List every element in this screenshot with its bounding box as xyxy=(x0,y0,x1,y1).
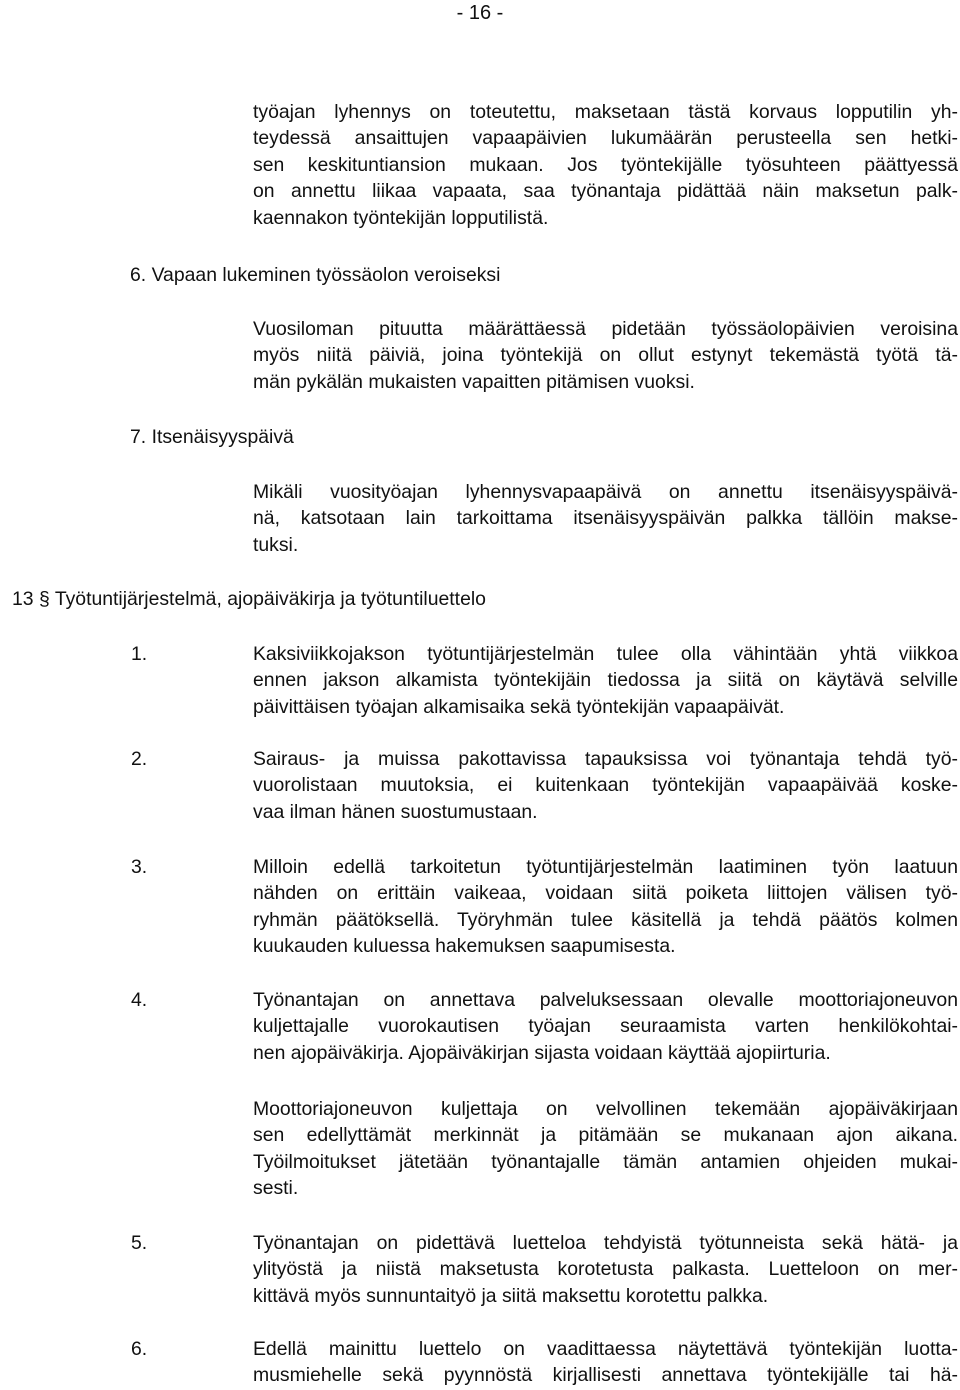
text-line: ylityöstä ja niistä maksetusta korotetusta palkasta. Luetteloon on mer- xyxy=(253,1258,958,1281)
text-line: sen keskituntiansion mukaan. Jos työntekijälle työsuhteen päättyessä xyxy=(253,153,958,176)
item-5-paragraph xyxy=(253,1230,958,1309)
text-line: päivittäisen työajan alkamisaika sekä työntekijän vapaapäivät. xyxy=(253,695,785,718)
subsection-6-paragraph xyxy=(253,316,958,395)
text-line: Mikäli vuosityöajan lyhennysvapaapäivä on annettu itsenäisyyspäivä- xyxy=(253,481,958,503)
item-number: 6. xyxy=(131,1338,148,1360)
text-line: ryhmän päätöksellä. Työryhmän tulee käsitellä ja tehdä päätös kolmen xyxy=(253,908,958,931)
text-line: sen edellyttämät merkinnät ja pitämään se mukanaan ajon aikana. xyxy=(253,1124,958,1147)
item-number: 2. xyxy=(131,748,148,770)
text-line: män pykälän mukaisten vapaitten pitämisen vuoksi. xyxy=(253,370,695,393)
text-line: vaa ilman hänen suostumustaan. xyxy=(253,800,538,823)
subsection-title: Vapaan lukeminen työssäolon veroiseksi xyxy=(151,264,501,286)
item-number: 5. xyxy=(131,1232,148,1254)
item-4-paragraph xyxy=(253,987,958,1066)
section-number: 13 xyxy=(12,588,34,610)
text-line: nen ajopäiväkirja. Ajopäiväkirjan sijasta voidaan käyttää ajopiirturia. xyxy=(253,1041,831,1064)
text-line: nä, katsotaan lain tarkoittama itsenäisyyspäivän palkka tällöin makse- xyxy=(253,507,958,530)
text-line: Sairaus- ja muissa pakottavissa tapauksissa voi työnantaja tehdä työ- xyxy=(253,748,958,770)
text-line: Kaksiviikkojakson työtuntijärjestelmän tulee olla vähintään yhtä viikkoa xyxy=(253,643,958,665)
item-4-extra-paragraph xyxy=(253,1096,958,1202)
item-number: 1. xyxy=(131,643,148,665)
text-line: työajan lyhennys on toteutettu, maksetaan tästä korvaus lopputilin yh- xyxy=(253,101,958,123)
text-line: nähden on erittäin vaikeaa, voidaan siitä poiketa liittojen välisen työ- xyxy=(253,882,958,905)
subsection-number: 6. xyxy=(130,264,147,286)
text-line: kaennakon työntekijän lopputilistä. xyxy=(253,206,549,229)
subsection-heading-6 xyxy=(130,262,500,288)
intro-paragraph xyxy=(253,99,958,231)
subsection-number: 7. xyxy=(130,426,147,448)
text-line: Työnantajan on pidettävä luetteloa tehdyistä työtunneista sekä hätä- ja xyxy=(253,1232,958,1254)
text-line: kuukauden kuluessa hakemuksen saapumisesta. xyxy=(253,935,676,958)
text-line: Työilmoitukset jätetään työnantajalle tämän antamien ohjeiden mukai- xyxy=(253,1150,958,1173)
text-line: teydessä ansaittujen vapaapäivien lukumäärän perusteella sen hetki- xyxy=(253,127,958,150)
section-title-text: Työtuntijärjestelmä, ajopäiväkirja ja työtuntiluettelo xyxy=(54,588,486,610)
item-number: 3. xyxy=(131,856,148,878)
item-6-paragraph xyxy=(253,1336,958,1389)
text-line: on annettu liikaa vapaata, saa työnantaja pidättää näin maksetun palk- xyxy=(253,180,958,203)
item-2-paragraph xyxy=(253,746,958,825)
text-line: myös niitä päiviä, joina työntekijä on ollut estynyt tekemästä työtä tä- xyxy=(253,344,958,367)
text-line: vuorolistaan muutoksia, ei kuitenkaan työntekijän vapaapäivää koske- xyxy=(253,774,958,797)
text-line: Moottoriajoneuvon kuljettaja on velvollinen tekemään ajopäiväkirjaan xyxy=(253,1098,958,1120)
subsection-title: Itsenäisyyspäivä xyxy=(151,426,294,448)
text-line: sesti. xyxy=(253,1177,299,1200)
text-line: musmiehelle sekä pyynnöstä kirjallisesti annettava työntekijälle tai hä- xyxy=(253,1364,958,1387)
section-title xyxy=(12,586,486,612)
subsection-7-paragraph xyxy=(253,479,958,558)
text-line: tuksi. xyxy=(253,533,299,556)
text-line: kittävä myös sunnuntaityö ja siitä maksettu korotettu palkka. xyxy=(253,1284,769,1307)
text-line: ennen jakson alkamista työntekijäin tiedossa ja siitä on käytävä selville xyxy=(253,669,958,692)
item-3-paragraph xyxy=(253,854,958,960)
item-number: 4. xyxy=(131,989,148,1011)
page-number: - 16 - xyxy=(456,2,504,24)
item-1-paragraph xyxy=(253,641,958,720)
text-line: Milloin edellä tarkoitetun työtuntijärjestelmän laatiminen työn laatuun xyxy=(253,856,958,878)
section-symbol: § xyxy=(38,588,50,610)
text-line: Vuosiloman pituutta määrättäessä pidetään työssäolopäivien veroisina xyxy=(253,318,958,340)
subsection-heading-7 xyxy=(130,424,294,450)
text-line: Työnantajan on annettava palveluksessaan olevalle moottoriajoneuvon xyxy=(253,989,958,1011)
text-line: Edellä mainittu luettelo on vaadittaessa näytettävä työntekijän luotta- xyxy=(253,1338,958,1360)
text-line: kuljettajalle vuorokautisen työajan seuraamista varten henkilökohtai- xyxy=(253,1015,958,1038)
